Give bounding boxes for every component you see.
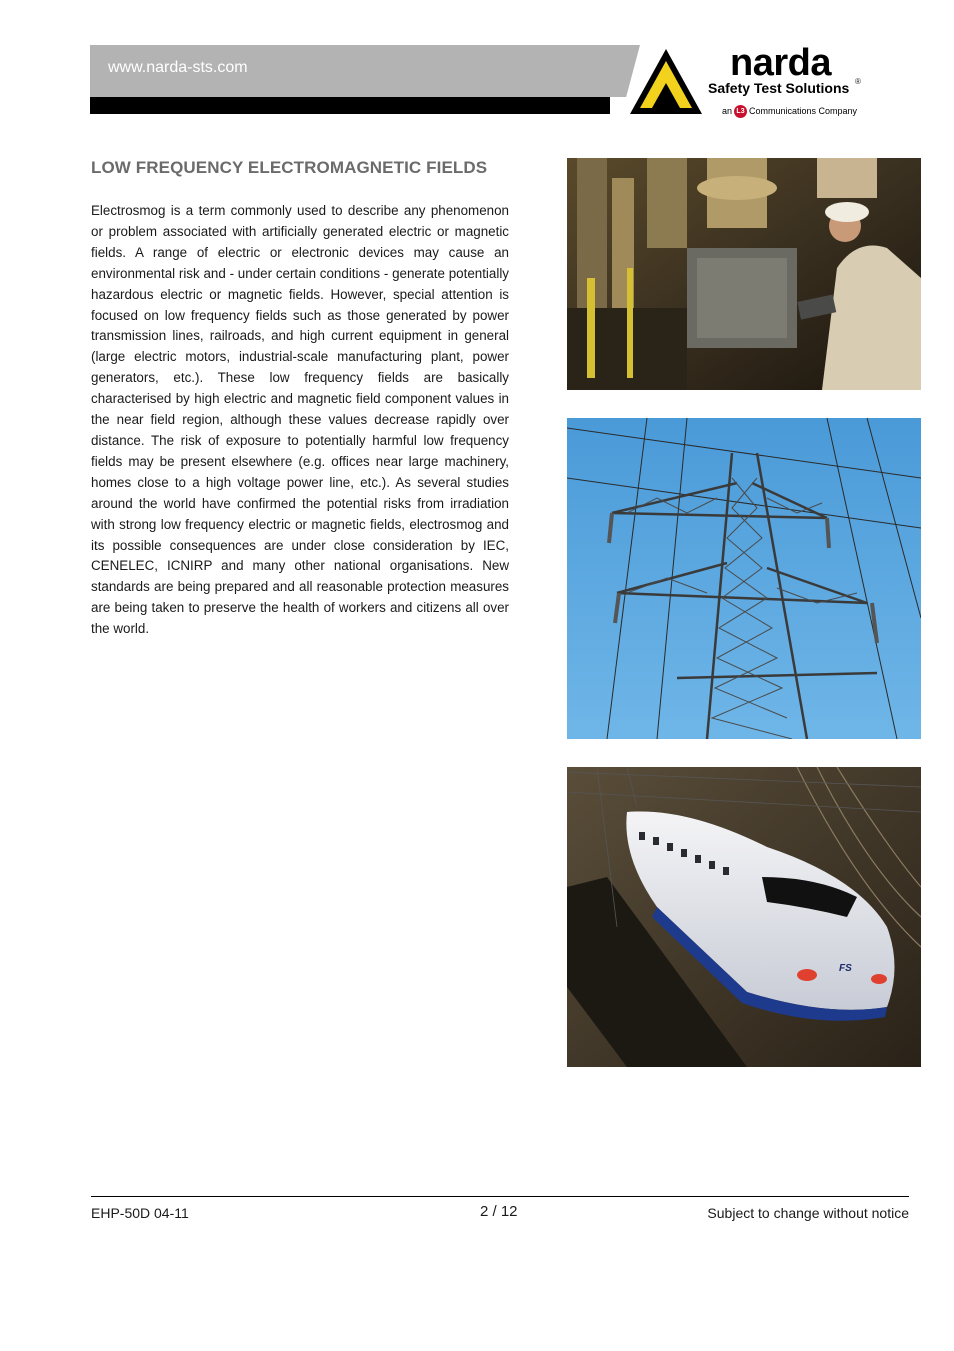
train-photo <box>567 767 921 1067</box>
header-black-band <box>90 97 610 114</box>
footer-divider <box>91 1196 909 1197</box>
website-url[interactable]: www.narda-sts.com <box>108 59 248 76</box>
narda-logo <box>620 42 864 120</box>
company-prefix: an <box>722 105 733 116</box>
brand-name: narda <box>730 42 831 84</box>
company-line <box>722 105 857 118</box>
brand-subtitle: Safety Test Solutions <box>708 80 850 96</box>
change-notice: Subject to change without notice <box>707 1205 909 1221</box>
page-header <box>90 42 864 120</box>
page-number: 2 / 12 <box>480 1203 518 1220</box>
document-code: EHP-50D 04-11 <box>91 1205 189 1221</box>
section-title: LOW FREQUENCY ELECTROMAGNETIC FIELDS <box>91 158 488 177</box>
train-marking: FS <box>839 963 852 974</box>
section-body: Electrosmog is a term commonly used to describe any phenomenon or problem associated with artificially generated electric or magnetic fields. A range of electric or electronic devices may cause an environmental risk and - under certain conditions - generate potentially hazardous electric or magnetic fields. However, special attention is focused on low frequency fields such as those generated by power transmission lines, railroads, and high current equipment in general (large electric motors, industrial-scale manufacturing plant, power generators, etc.). These low frequency fields are basically characterised by high electric and magnetic field component values in the near field region, although these values decrease rapidly over distance. The risk of exposure to potentially harmful low frequency fields may be present elsewhere (e.g. offices near large machinery, homes close to a high voltage power line, etc.). As several studies around the world have confirmed the potential risks from irradiation with strong low frequency electric or magnetic fields, electrosmog and its possible consequences are under close consideration by IEC, CENELEC, ICNIRP and many other national organisations. New standards are being prepared and all reasonable protection measures are being taken to preserve the health of workers and citizens all over the world. <box>91 203 509 637</box>
company-suffix: Communications Company <box>749 105 858 116</box>
industrial-plant-photo <box>567 158 921 390</box>
l3-badge-icon: L3 <box>734 105 747 118</box>
power-pylon-photo <box>567 418 921 739</box>
registered-mark: ® <box>855 77 861 86</box>
